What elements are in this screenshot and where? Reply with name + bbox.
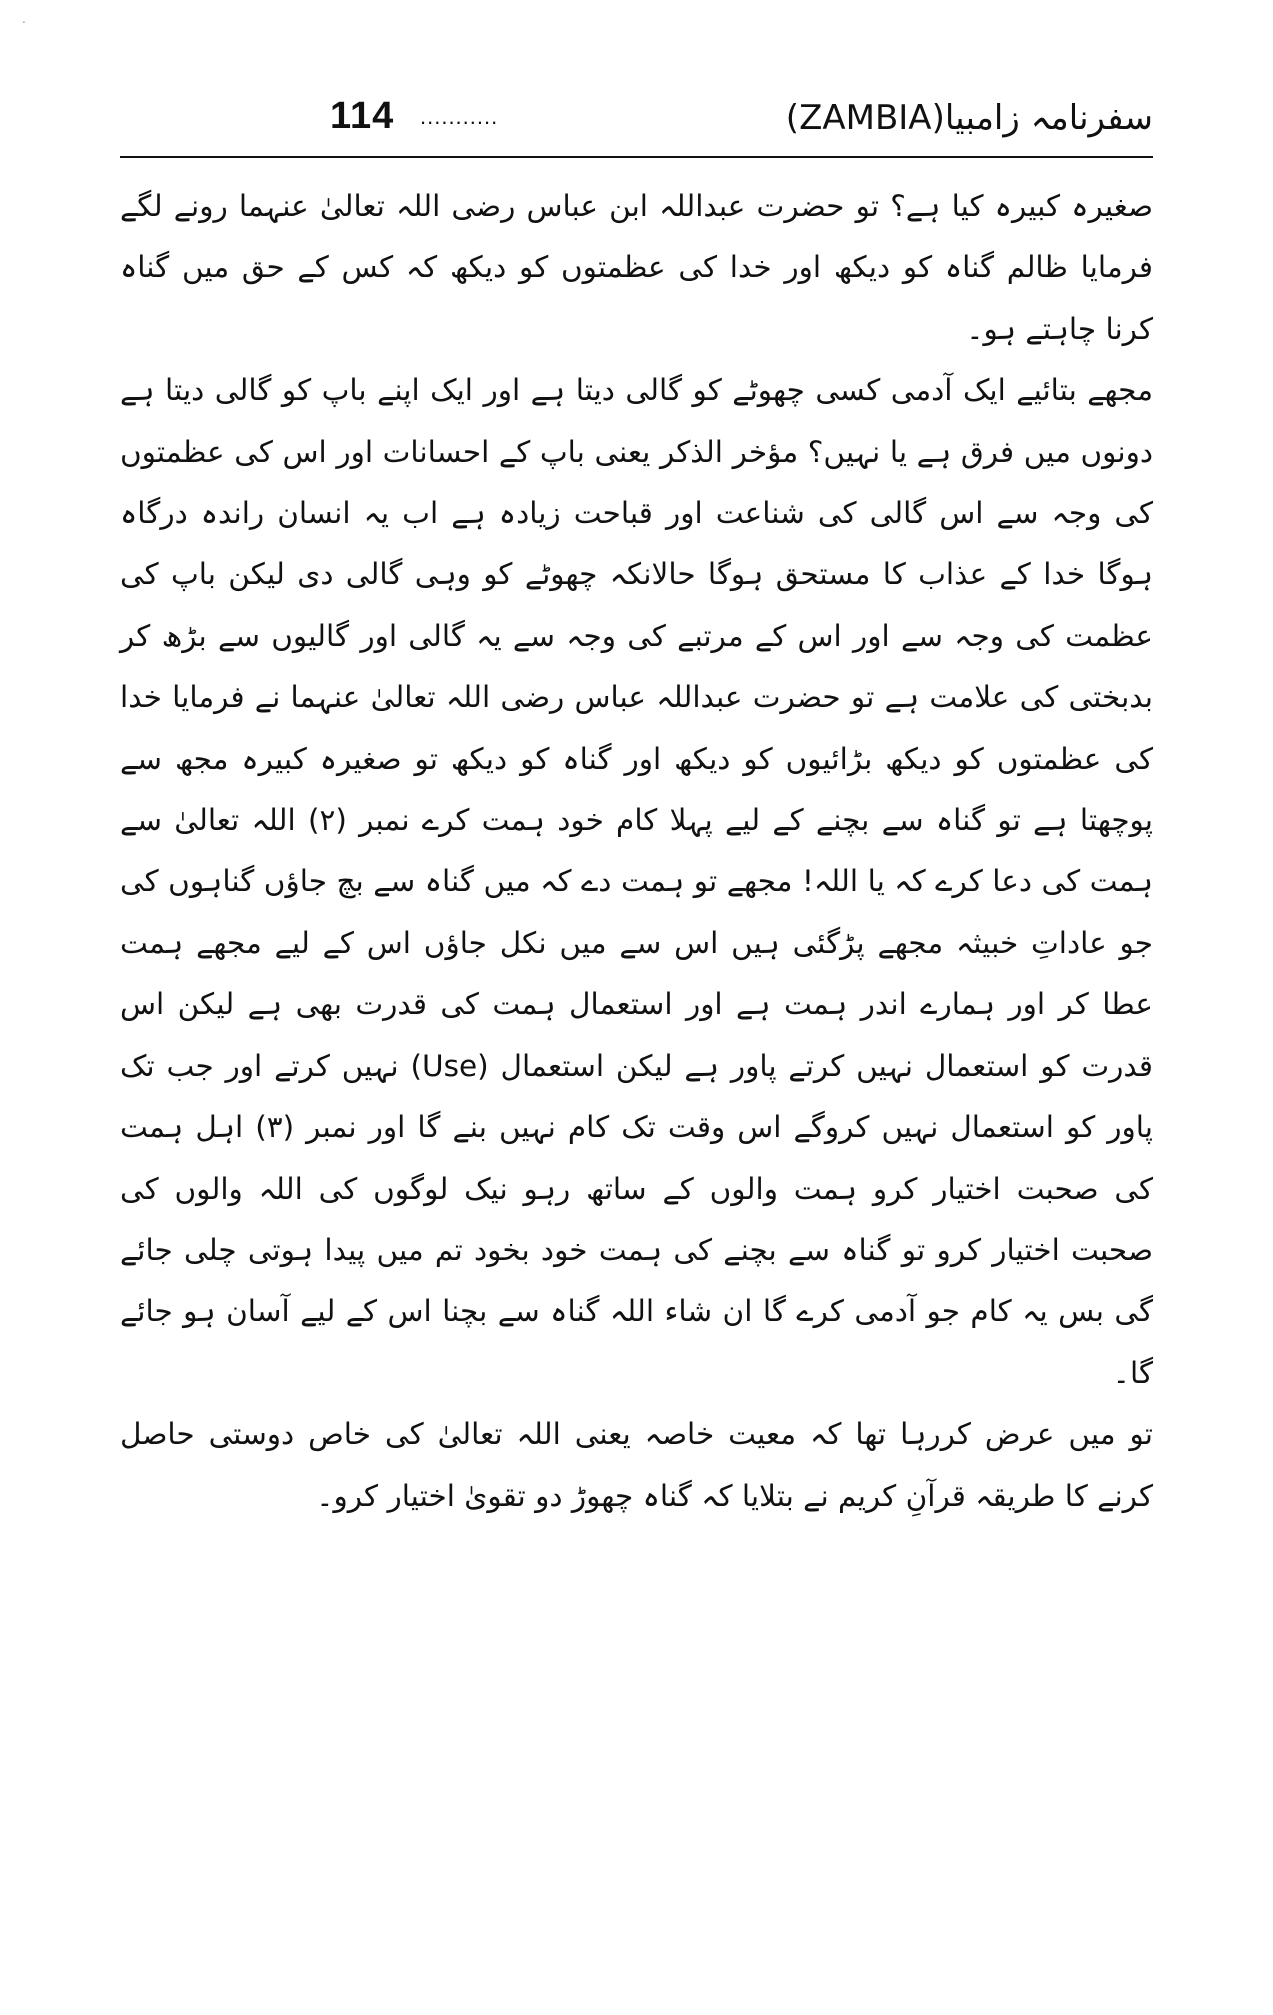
page-header [120, 92, 1153, 152]
running-title: سفرنامہ زامبیا(ZAMBIA) [785, 98, 1153, 138]
body-text [120, 176, 1153, 1527]
paragraph: مجھے بتائیے ایک آدمی کسی چھوٹے کو گالی دیتا ہے اور ایک اپنے باپ کو گالی دیتا ہے دونوں میں فرق ہے یا نہیں؟ مؤخر الذکر یعنی باپ کے احسانات اور اس کی عظمتوں کی وجہ سے اس گالی کی شناعت اور قباحت زیادہ ہے اب یہ انسان راندہ درگاہ ہوگا خدا کے عذاب کا مستحق ہوگا حالانکہ چھوٹے کو وہی گالی دی لیکن باپ کی عظمت کی وجہ سے اور اس کے مرتبے کی وجہ سے یہ گالی اور گالیوں سے بڑھ کر بدبختی کی علامت ہے تو حضرت عبداللہ عباس رضی اللہ تعالیٰ عنہما نے فرمایا خدا کی عظمتوں کو دیکھ بڑائیوں کو دیکھ اور گناہ کو دیکھ تو صغیرہ کبیرہ مجھ سے پوچھتا ہے تو گناہ سے بچنے کے لیے پہلا کام خود ہمت کرے نمبر (۲) اللہ تعالیٰ سے ہمت کی دعا کرے کہ یا اللہ! مجھے تو ہمت دے کہ میں گناہ سے بچ جاؤں گناہوں کی جو عاداتِ خبیثہ مجھے پڑگئی ہیں اس سے میں نکل جاؤں اس کے لیے مجھے ہمت عطا کر اور ہمارے اندر ہمت ہے اور استعمال ہمت کی قدرت بھی ہے لیکن اس قدرت کو استعمال نہیں کرتے پاور ہے لیکن استعمال (Use) نہیں کرتے اور جب تک پاور کو استعمال نہیں کروگے اس وقت تک کام نہیں بنے گا اور نمبر (۳) اہل ہمت کی صحبت اختیار کرو ہمت والوں کے ساتھ رہو نیک لوگوں کی اللہ والوں کی صحبت اختیار کرو تو گناہ سے بچنے کی ہمت خود بخود تم میں پیدا ہوتی چلی جائے گی بس یہ کام جو آدمی کرے گا ان شاء اللہ گناہ سے بچنا اس کے لیے آسان ہو جائے گا۔ [120, 373, 1154, 1390]
paragraph: صغیرہ کبیرہ کیا ہے؟ تو حضرت عبداللہ ابن عباس رضی اللہ تعالیٰ عنہما رونے لگے فرمایا ظالم گناہ کو دیکھ اور خدا کی عظمتوں کو دیکھ کہ کس کے حق میں گناہ کرنا چاہتے ہو۔ [120, 189, 1153, 346]
header-rule [120, 156, 1153, 158]
page-number: 114 [330, 95, 395, 137]
scan-mark: . [22, 12, 26, 26]
paragraph: تو میں عرض کررہا تھا کہ معیت خاصہ یعنی اللہ تعالیٰ کی خاص دوستی حاصل کرنے کا طریقہ قرآنِ کریم نے بتلایا کہ گناہ چھوڑ دو تقویٰ اختیار کرو۔ [120, 1417, 1153, 1513]
header-leader-dots: ........... [420, 104, 499, 129]
